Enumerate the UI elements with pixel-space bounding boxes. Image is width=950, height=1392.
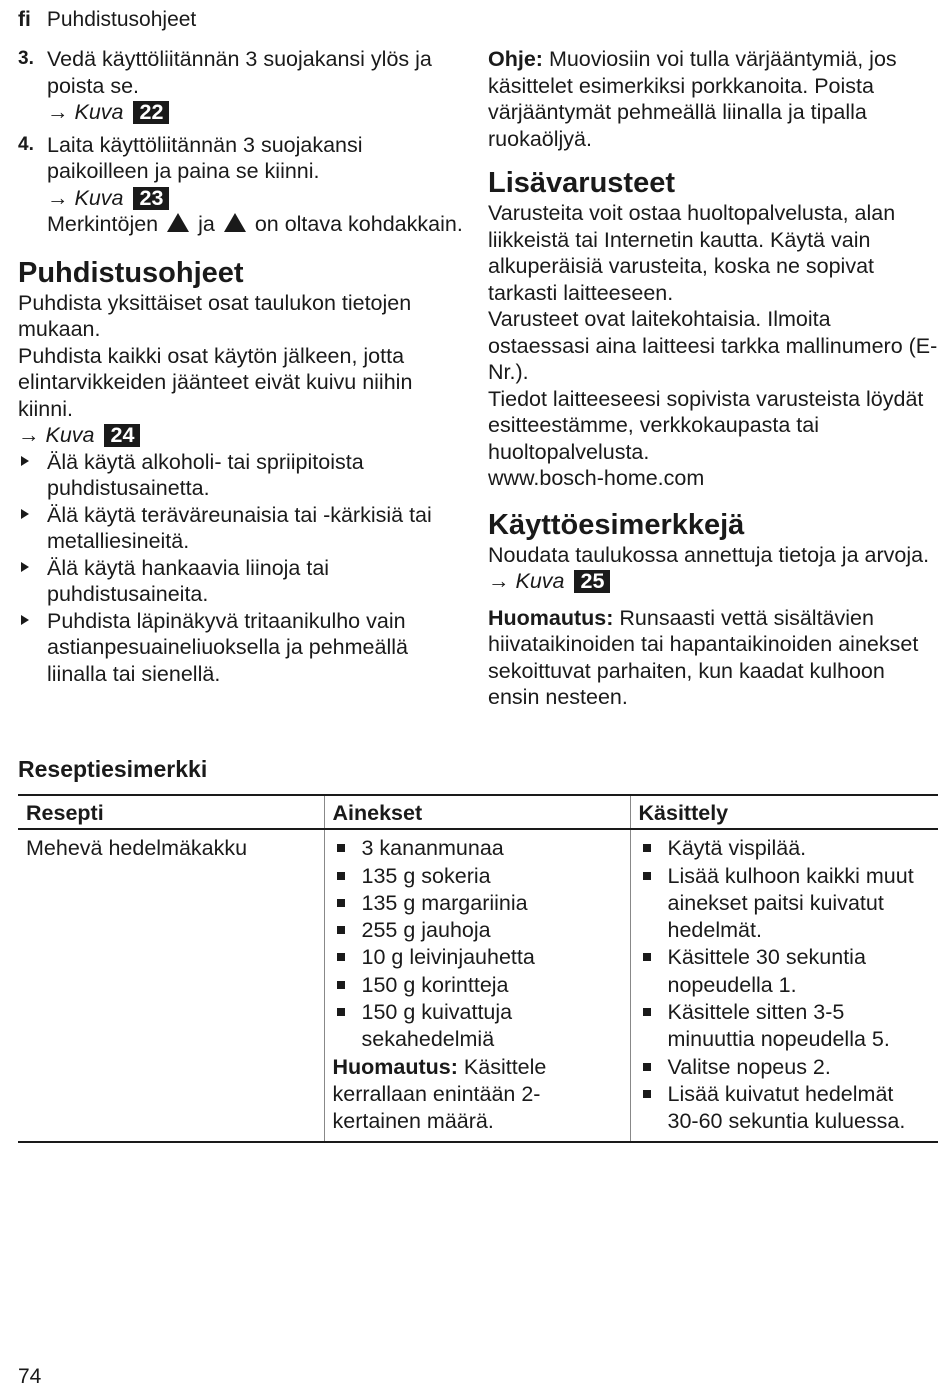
triangle-marker-icon bbox=[167, 213, 189, 232]
list-item: 255 g jauhoja bbox=[333, 917, 622, 944]
paragraph: Varusteita voit ostaa huoltopalvelusta, alan liikkeistä tai Internetin kautta. Käytä vain alkuperäisiä varusteita, koska ne sopivat tarkasti laitteeseen. bbox=[488, 201, 896, 305]
step-number: 3. bbox=[18, 48, 34, 69]
bullet-arrow-icon bbox=[21, 562, 29, 572]
figure-ref-label: Kuva bbox=[45, 423, 95, 447]
steps-list bbox=[639, 835, 931, 1135]
note-label: Huomautus: bbox=[332, 1054, 458, 1079]
ingredients-cell bbox=[324, 829, 630, 1141]
recipe-table bbox=[18, 794, 938, 1143]
bullet-arrow-icon bbox=[21, 615, 29, 625]
list-item: Puhdista läpinäkyvä tritaanikulho vain astianpesuaineliuoksella ja pehmeällä liinalla tai sienellä. bbox=[18, 608, 468, 688]
list-item: 150 g kuivattuja sekahedelmiä bbox=[333, 999, 622, 1054]
arrow-icon: → bbox=[488, 569, 510, 593]
list-item: Lisää kulhoon kaikki muut ainekset paitsi kuivatut hedelmät. bbox=[639, 863, 931, 945]
list-item: Käytä vispilää. bbox=[639, 835, 931, 862]
list-item: Älä käytä teräväreunaisia tai -kärkisiä tai metalliesineitä. bbox=[18, 502, 468, 555]
figure-number: 22 bbox=[133, 101, 169, 124]
note-text: Runsaasti vettä sisältävien hiivataikinoiden tai hapantaikinoiden ainekset sekoittuvat parhaiten, kun kaadat kulhoon ensin nesteen. bbox=[488, 605, 919, 709]
cleaning-heading: Puhdistusohjeet bbox=[18, 256, 244, 289]
alignment-note bbox=[47, 211, 468, 238]
column-header: Ainekset bbox=[324, 795, 630, 829]
step-text: Vedä käyttöliitännän 3 suojakansi ylös ja poista se. bbox=[47, 47, 432, 98]
figure-ref bbox=[18, 422, 468, 449]
list-item: Älä käytä alkoholi- tai spriipitoista puhdistusainetta. bbox=[18, 449, 468, 502]
paragraph: Varusteet ovat laitekohtaisia. Ilmoita ostaessasi aina laitteesi tarkka mallinumero (E-Nr.). bbox=[488, 307, 938, 384]
list-item: Käsittele sitten 3-5 minuuttia nopeudella 5. bbox=[639, 999, 931, 1054]
figure-ref bbox=[47, 99, 468, 126]
arrow-icon: → bbox=[18, 423, 40, 447]
website-url: www.bosch-home.com bbox=[488, 466, 705, 490]
language-code: fi bbox=[18, 8, 31, 31]
column-header: Käsittely bbox=[630, 795, 938, 829]
bullet-arrow-icon bbox=[21, 456, 29, 466]
triangle-marker-icon bbox=[224, 213, 246, 232]
figure-ref-label: Kuva bbox=[74, 100, 124, 124]
bullet-arrow-icon bbox=[21, 509, 29, 519]
tip-label: Ohje: bbox=[488, 47, 543, 71]
figure-ref-label: Kuva bbox=[74, 185, 124, 210]
note-text: Merkintöjen bbox=[47, 212, 159, 236]
page-header bbox=[18, 8, 196, 32]
note-text: Käsittele kerrallaan enintään 2-kertainen määrä. bbox=[332, 1054, 547, 1134]
list-item: Lisää kuivatut hedelmät 30-60 sekuntia kuluessa. bbox=[639, 1081, 931, 1136]
list-item: 135 g sokeria bbox=[333, 863, 622, 890]
steps-cell bbox=[630, 829, 938, 1141]
list-item: Älä käytä hankaavia liinoja tai puhdistusaineita. bbox=[18, 555, 468, 608]
right-column bbox=[488, 46, 938, 711]
examples-heading: Käyttöesimerkkejä bbox=[488, 508, 745, 541]
step-3 bbox=[18, 46, 468, 126]
arrow-icon: → bbox=[47, 185, 69, 210]
left-column bbox=[18, 46, 468, 687]
ingredients-list bbox=[333, 835, 622, 1053]
paragraph: Tiedot laitteeseesi sopivista varusteista löydät esitteestämme, verkkokaupasta tai huoltopalvelusta. bbox=[488, 386, 924, 464]
list-item: 150 g korintteja bbox=[333, 972, 622, 999]
step-4 bbox=[18, 132, 468, 238]
page-number: 74 bbox=[18, 1365, 42, 1388]
list-item: 135 g margariinia bbox=[333, 890, 622, 917]
paragraph: Puhdista yksittäiset osat taulukon tietojen mukaan. bbox=[18, 290, 412, 341]
list-item: 3 kananmunaa bbox=[333, 835, 622, 862]
section-title: Puhdistusohjeet bbox=[46, 8, 197, 31]
paragraph: Puhdista kaikki osat käytön jälkeen, jotta elintarvikkeiden jäänteet eivät kuivu niihin kiinni. bbox=[18, 343, 413, 421]
figure-ref bbox=[488, 568, 938, 595]
step-text: Laita käyttöliitännän 3 suojakansi paikoilleen ja paina se kiinni. bbox=[47, 132, 363, 183]
recipe-title: Reseptiesimerkki bbox=[18, 756, 208, 782]
figure-ref bbox=[47, 185, 468, 212]
figure-number: 23 bbox=[133, 187, 169, 210]
list-item: Valitse nopeus 2. bbox=[639, 1054, 931, 1081]
list-item: Käsittele 30 sekuntia nopeudella 1. bbox=[639, 944, 931, 999]
note-label: Huomautus: bbox=[488, 605, 614, 630]
cleaning-bullets bbox=[18, 449, 468, 688]
table-row bbox=[18, 829, 938, 1141]
accessories-heading: Lisävarusteet bbox=[488, 167, 675, 199]
tip-note bbox=[488, 46, 938, 152]
note-text: ja bbox=[198, 212, 215, 236]
ingredients-note bbox=[333, 1054, 622, 1136]
paragraph: Noudata taulukossa annettuja tietoja ja arvoja. bbox=[488, 542, 930, 567]
list-item: 10 g leivinjauhetta bbox=[333, 944, 622, 971]
arrow-icon: → bbox=[47, 100, 69, 124]
figure-ref-label: Kuva bbox=[515, 569, 565, 593]
step-number: 4. bbox=[18, 133, 34, 155]
figure-number: 24 bbox=[104, 424, 140, 447]
figure-number: 25 bbox=[574, 570, 610, 593]
examples-note bbox=[488, 605, 938, 711]
note-text: on oltava kohdakkain. bbox=[254, 212, 463, 236]
recipe-name: Mehevä hedelmäkakku bbox=[18, 829, 324, 1141]
tip-text: Muoviosiin voi tulla värjääntymiä, jos käsittelet esimerkiksi porkkanoita. Poista värjääntymät pehmeällä liinalla ja tipalla ruokaöljyä. bbox=[488, 47, 897, 151]
column-header: Resepti bbox=[18, 795, 324, 829]
table-header-row bbox=[18, 795, 938, 829]
